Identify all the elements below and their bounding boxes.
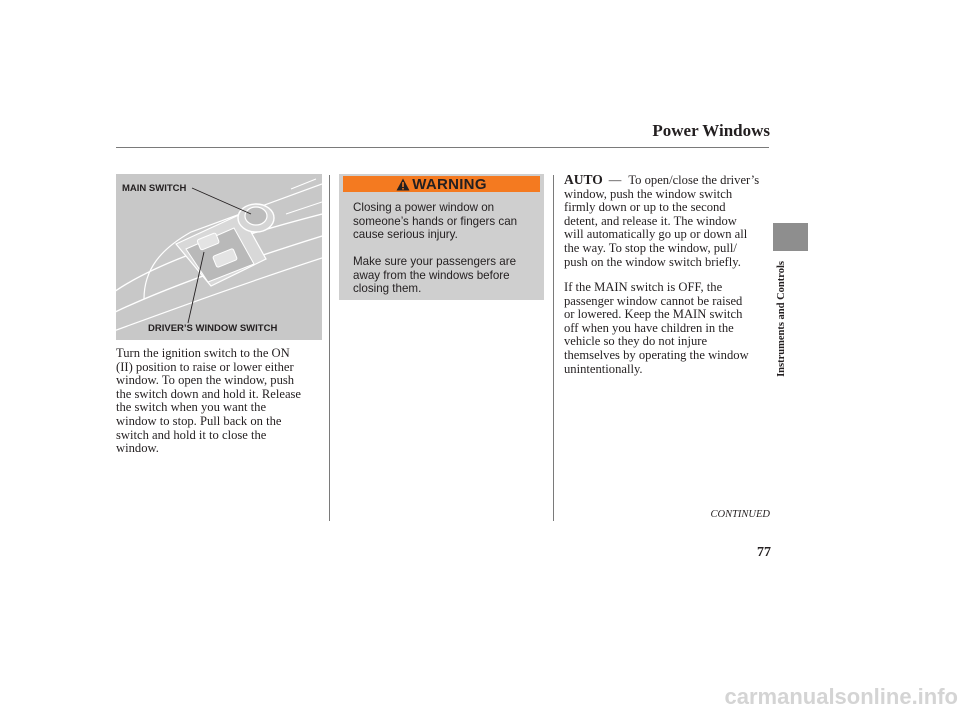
warning-text-injury: Closing a power window on someone’s hands or fingers can cause serious injury. xyxy=(353,201,518,242)
auto-heading: AUTO xyxy=(564,172,603,187)
auto-dash: — xyxy=(608,173,622,187)
section-label xyxy=(776,252,788,377)
auto-text: To open/close the driver’s window, push the window switch firmly down or up to the second detent, and release it. The window will automatically go up or down all the way. To stop the window, pull/ push on the window switch briefly. xyxy=(564,173,760,269)
ignition-instructions: Turn the ignition switch to the ON (II) position to raise or lower either window. To open the window, push the switch down and hold it. Release the switch when you want the window to stop. Pull back on the switch and hold it to close the window. xyxy=(116,346,302,456)
warning-banner xyxy=(343,176,540,192)
section-tab xyxy=(773,223,808,251)
driver-window-switch-label: DRIVER’S WINDOW SWITCH xyxy=(148,323,278,334)
warning-triangle-icon xyxy=(396,178,410,191)
header-rule xyxy=(116,147,769,148)
section-label-text: Instruments and Controls xyxy=(776,261,787,377)
watermark: carmanualsonline.info xyxy=(724,684,958,709)
door-panel-drawing xyxy=(116,174,322,340)
column-divider-left xyxy=(329,175,330,521)
page-number: 77 xyxy=(757,545,771,560)
main-switch-paragraph: If the MAIN switch is OFF, the passenger window cannot be raised or lowered. Keep the MAIN switch off when you have children in the vehicle so they do not injure themselves by operating the window unintentionally. xyxy=(564,280,749,376)
column-divider-right xyxy=(553,175,554,521)
warning-heading: WARNING xyxy=(412,175,487,193)
warning-box xyxy=(339,174,544,300)
switch-illustration xyxy=(116,174,322,340)
warning-text-passengers: Make sure your passengers are away from the windows before closing them. xyxy=(353,255,517,296)
main-switch-label: MAIN SWITCH xyxy=(122,183,187,194)
auto-paragraph xyxy=(564,173,772,269)
continued-marker: CONTINUED xyxy=(710,509,770,520)
page-title: Power Windows xyxy=(652,121,770,140)
